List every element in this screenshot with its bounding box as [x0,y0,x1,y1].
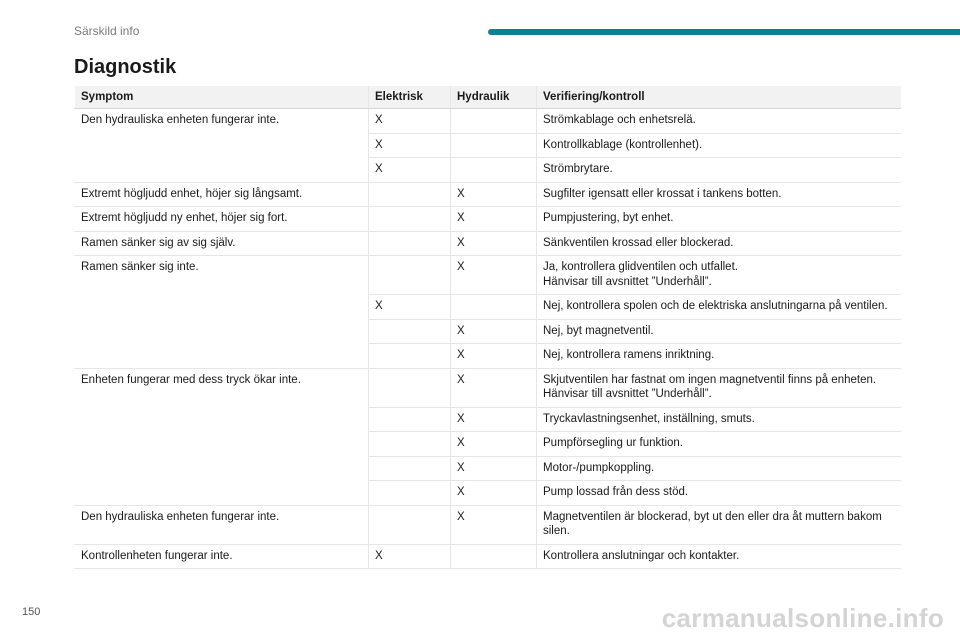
verification-cell [537,432,901,457]
verification-line: Kontrollkablage (kontrollenhet). [543,138,703,151]
elektrisk-cell [369,368,451,407]
verification-line: Hänvisar till avsnittet ”Underhåll”. [543,388,712,400]
hydraulik-cell [451,133,537,158]
verification-line: Nej, kontrollera ramens inriktning. [543,349,715,361]
section-accent-bar [488,29,960,35]
page-number: 150 [22,606,41,618]
elektrisk-cell [369,344,451,369]
verification-line: Ja, kontrollera glidventilen och utfallet. [543,261,738,273]
elektrisk-cell [369,505,451,544]
table-row [75,256,901,295]
hydraulik-cell: X [451,505,537,544]
elektrisk-cell [369,481,451,506]
verification-cell [537,231,901,256]
elektrisk-cell [369,207,451,232]
elektrisk-cell: X [369,544,451,569]
symptom-cell: Ramen sänker sig inte. [75,256,369,369]
verification-line: Pumpförsegling ur funktion. [543,437,683,449]
elektrisk-cell [369,319,451,344]
hydraulik-cell: X [451,407,537,432]
page-title: Diagnostik [74,56,177,78]
verification-cell [537,481,901,506]
table-body [75,109,901,569]
verification-line: Skjutventilen har fastnat om ingen magnetventil finns på enheten. [543,373,877,386]
symptom-cell: Den hydrauliska enheten fungerar inte. [75,109,369,183]
verification-line: Tryckavlastningsenhet, inställning, smuts. [543,412,755,425]
hydraulik-cell [451,109,537,134]
elektrisk-cell [369,456,451,481]
symptom-cell: Den hydrauliska enheten fungerar inte. [75,505,369,544]
verification-cell [537,256,901,295]
verification-cell [537,158,901,183]
table-row [75,182,901,207]
elektrisk-cell: X [369,133,451,158]
watermark: carmanualsonline.info [661,603,944,633]
hydraulik-cell [451,158,537,183]
column-header-symptom: Symptom [75,86,369,109]
hydraulik-cell: X [451,344,537,369]
verification-line: Nej, byt magnetventil. [543,324,654,337]
hydraulik-cell [451,295,537,320]
hydraulik-cell: X [451,432,537,457]
hydraulik-cell: X [451,231,537,256]
verification-cell [537,295,901,320]
verification-line: Pumpjustering, byt enhet. [543,212,674,224]
verification-line: Pump lossad från dess stöd. [543,486,689,498]
verification-line: Hänvisar till avsnittet ”Underhåll”. [543,275,712,288]
symptom-cell: Extremt högljudd enhet, höjer sig långsamt. [75,182,369,207]
table-header-row [75,86,901,109]
hydraulik-cell: X [451,481,537,506]
elektrisk-cell [369,182,451,207]
elektrisk-cell [369,407,451,432]
elektrisk-cell [369,256,451,295]
hydraulik-cell [451,544,537,569]
verification-cell [537,133,901,158]
hydraulik-cell: X [451,207,537,232]
verification-cell [537,456,901,481]
elektrisk-cell: X [369,109,451,134]
verification-cell [537,544,901,569]
elektrisk-cell [369,432,451,457]
hydraulik-cell: X [451,182,537,207]
verification-cell [537,109,901,134]
elektrisk-cell: X [369,158,451,183]
diagnostics-table [74,86,901,569]
table-row [75,109,901,134]
symptom-cell: Kontrollenheten fungerar inte. [75,544,369,569]
elektrisk-cell: X [369,295,451,320]
elektrisk-cell [369,231,451,256]
table-row [75,207,901,232]
symptom-cell: Enheten fungerar med dess tryck ökar inte. [75,368,369,505]
hydraulik-cell: X [451,319,537,344]
column-header-elektrisk: Elektrisk [369,86,451,109]
verification-cell [537,505,901,544]
verification-cell [537,407,901,432]
table-row [75,231,901,256]
hydraulik-cell: X [451,256,537,295]
verification-line: Nej, kontrollera spolen och de elektriska anslutningarna på ventilen. [543,300,888,312]
verification-line: Strömkablage och enhetsrelä. [543,114,696,126]
verification-line: Sänkventilen krossad eller blockerad. [543,236,734,249]
table-row [75,544,901,569]
hydraulik-cell: X [451,368,537,407]
column-header-verifiering: Verifiering/kontroll [537,86,901,109]
verification-line: Sugfilter igensatt eller krossat i tankens botten. [543,187,782,200]
verification-cell [537,368,901,407]
section-header: Särskild info [74,24,140,38]
verification-cell [537,207,901,232]
table-row [75,368,901,407]
verification-cell [537,182,901,207]
table-row [75,505,901,544]
verification-line: Kontrollera anslutningar och kontakter. [543,549,740,562]
verification-cell [537,319,901,344]
verification-line: Motor-/pumpkoppling. [543,461,655,474]
symptom-cell: Extremt högljudd ny enhet, höjer sig fort. [75,207,369,232]
hydraulik-cell: X [451,456,537,481]
symptom-cell: Ramen sänker sig av sig själv. [75,231,369,256]
verification-line: Strömbrytare. [543,163,613,175]
column-header-hydraulik: Hydraulik [451,86,537,109]
verification-cell [537,344,901,369]
verification-line: Magnetventilen är blockerad, byt ut den eller dra åt muttern bakom silen. [543,510,882,537]
